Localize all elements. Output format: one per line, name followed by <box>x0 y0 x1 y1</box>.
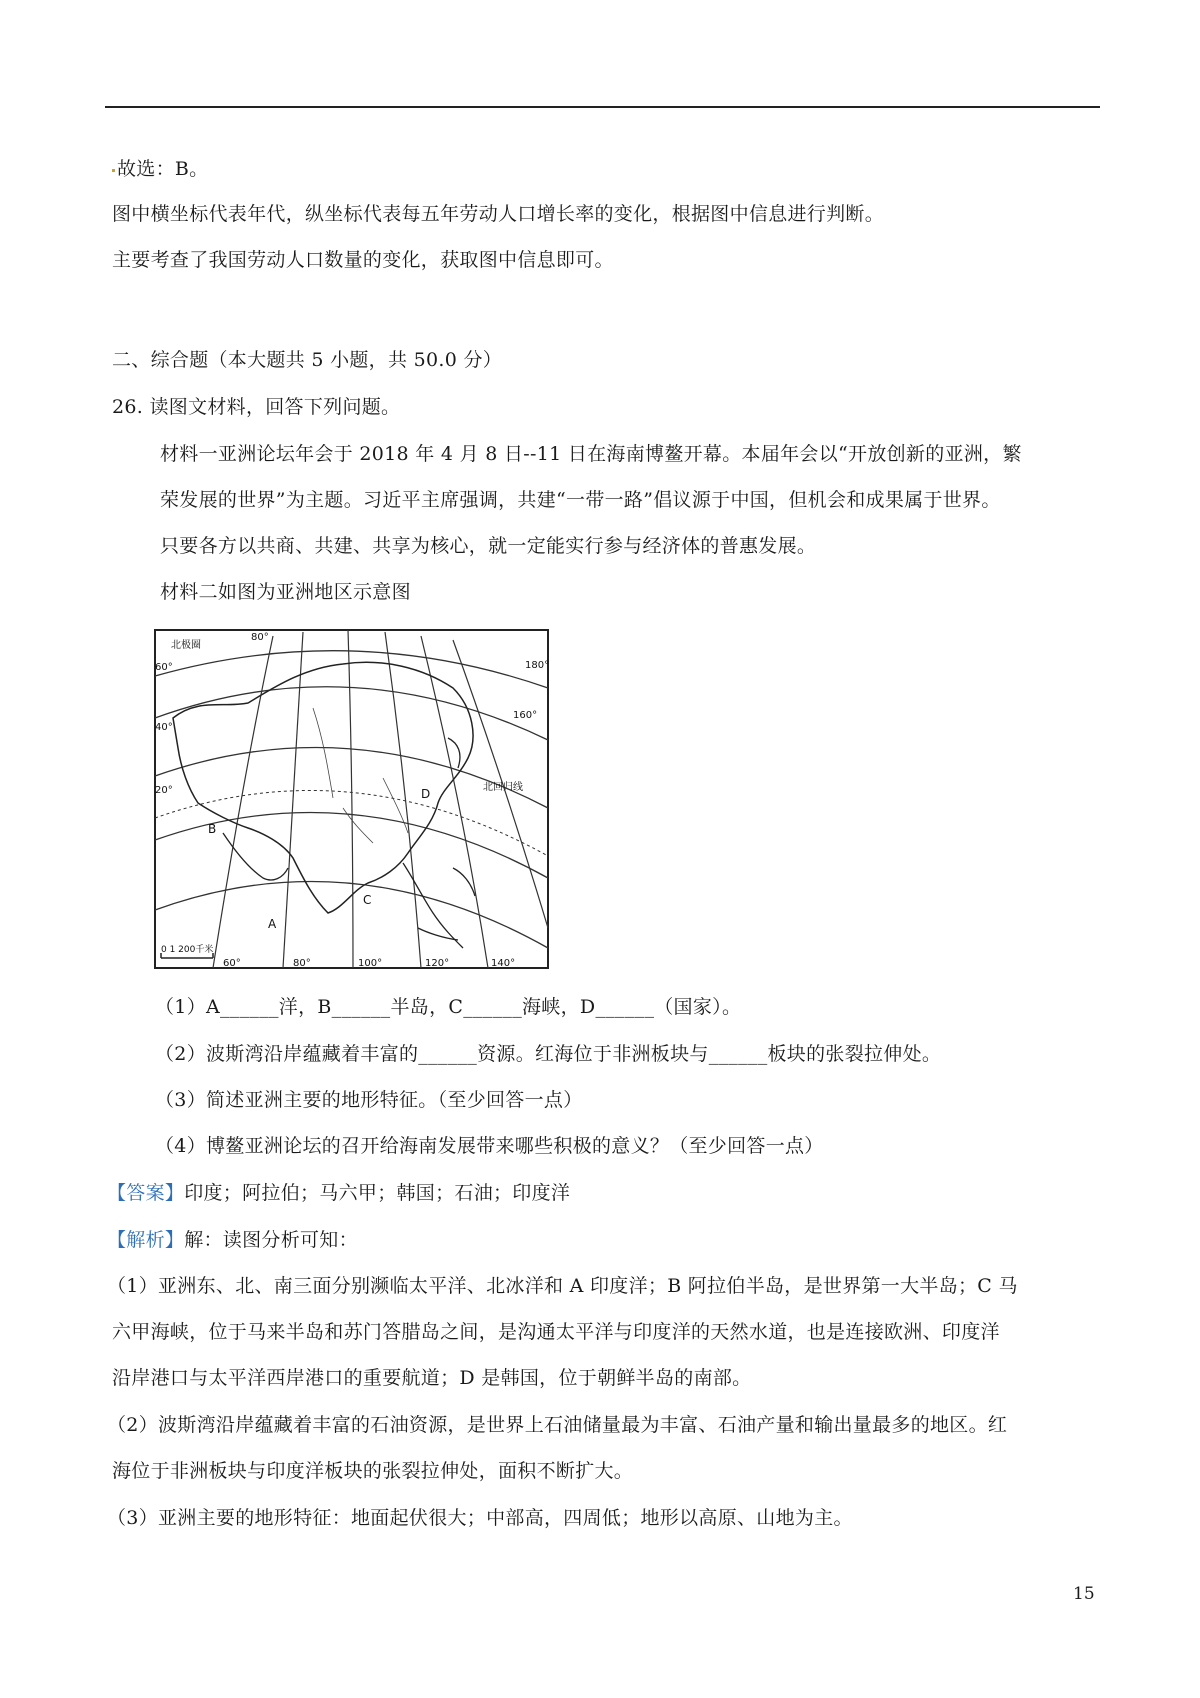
analysis-intro-line <box>107 1226 358 1254</box>
map-label-lon60: 60° <box>223 958 241 969</box>
analysis-tag: 【解析】 <box>107 1229 185 1251</box>
material1-line-2: 荣发展的世界”为主题。习近平主席强调，共建“一带一路”倡议源于中国，但机会和成果属于世界。 <box>160 489 1001 511</box>
analysis-p2-line-1: （2）波斯湾沿岸蕴藏着丰富的石油资源，是世界上石油储量最为丰富、石油产量和输出量最多的地区。红 <box>107 1414 1008 1436</box>
analysis-p1-line-1: （1）亚洲东、北、南三面分别濒临太平洋、北冰洋和 A 印度洋；B 阿拉伯半岛，是世界第一大半岛；C 马 <box>107 1275 1018 1297</box>
material2-caption: 材料二如图为亚洲地区示意图 <box>160 581 411 603</box>
prev-answer-line <box>112 155 208 183</box>
map-label-lon80: 80° <box>293 958 311 969</box>
analysis-p3: （3）亚洲主要的地形特征：地面起伏很大；中部高，四周低；地形以高原、山地为主。 <box>107 1507 853 1529</box>
analysis-p1-line-3: 沿岸港口与太平洋西岸港口的重要航道；D 是韩国，位于朝鲜半岛的南部。 <box>112 1367 752 1389</box>
map-label-D: D <box>421 787 431 801</box>
map-label-lon160: 160° <box>513 710 538 721</box>
answer-line <box>107 1179 570 1207</box>
map-label-lon180: 180° <box>525 660 550 671</box>
header-rule <box>105 106 1100 108</box>
map-label-lon80n: 80° <box>251 632 269 643</box>
analysis-intro: 解：读图分析可知： <box>184 1229 358 1251</box>
subquestion-1: （1）A______洋，B______半岛，C______海峡，D______（国家）。 <box>155 996 742 1018</box>
analysis-p2-line-2: 海位于非洲板块与印度洋板块的张裂拉伸处，面积不断扩大。 <box>112 1460 634 1482</box>
asia-map-svg <box>153 628 550 970</box>
prev-comment-line: 主要考查了我国劳动人口数量的变化，获取图中信息即可。 <box>112 249 614 271</box>
map-label-lat60: 60° <box>155 662 173 673</box>
prev-answer-text: 故选：B。 <box>117 158 209 180</box>
material1-line-1: 材料一亚洲论坛年会于 2018 年 4 月 8 日--11 日在海南博鳌开幕。本届年会以“开放创新的亚洲，繁 <box>160 443 1022 465</box>
subquestion-3: （3）简述亚洲主要的地形特征。（至少回答一点） <box>155 1089 583 1111</box>
question-prompt: 26. 读图文材料，回答下列问题。 <box>112 396 401 418</box>
map-label-lat20: 20° <box>155 785 173 796</box>
map-label-C: C <box>363 893 372 907</box>
map-label-B: B <box>208 822 217 836</box>
analysis-p1-line-2: 六甲海峡，位于马来半岛和苏门答腊岛之间，是沟通太平洋与印度洋的天然水道，也是连接欧洲、印度洋 <box>112 1321 1000 1343</box>
map-label-arctic: 北极圈 <box>171 640 201 651</box>
subquestion-2: （2）波斯湾沿岸蕴藏着丰富的______资源。红海位于非洲板块与______板块的张裂拉伸处。 <box>155 1043 942 1065</box>
section-title: 二、综合题（本大题共 5 小题，共 50.0 分） <box>112 349 503 371</box>
map-label-tropic: 北回归线 <box>483 782 523 793</box>
subquestion-4: （4）博鳌亚洲论坛的召开给海南发展带来哪些积极的意义？（至少回答一点） <box>155 1135 824 1157</box>
map-label-lon100: 100° <box>358 958 383 969</box>
map-label-lon140: 140° <box>491 958 516 969</box>
map-label-lon120: 120° <box>425 958 450 969</box>
answer-tag: 【答案】 <box>107 1182 185 1204</box>
bullet-dot <box>112 169 115 172</box>
map-label-lat40: 40° <box>155 722 173 733</box>
material1-line-3: 只要各方以共商、共建、共享为核心，就一定能实行参与经济体的普惠发展。 <box>160 535 817 557</box>
map-label-A: A <box>268 917 277 931</box>
prev-analysis-line: 图中横坐标代表年代，纵坐标代表每五年劳动人口增长率的变化，根据图中信息进行判断。 <box>112 203 885 225</box>
asia-map-figure <box>153 628 550 970</box>
page-number: 15 <box>1073 1584 1095 1604</box>
answer-text: 印度；阿拉伯；马六甲；韩国；石油；印度洋 <box>184 1182 571 1204</box>
map-scale-label: 0 1 200千米 <box>161 945 214 955</box>
